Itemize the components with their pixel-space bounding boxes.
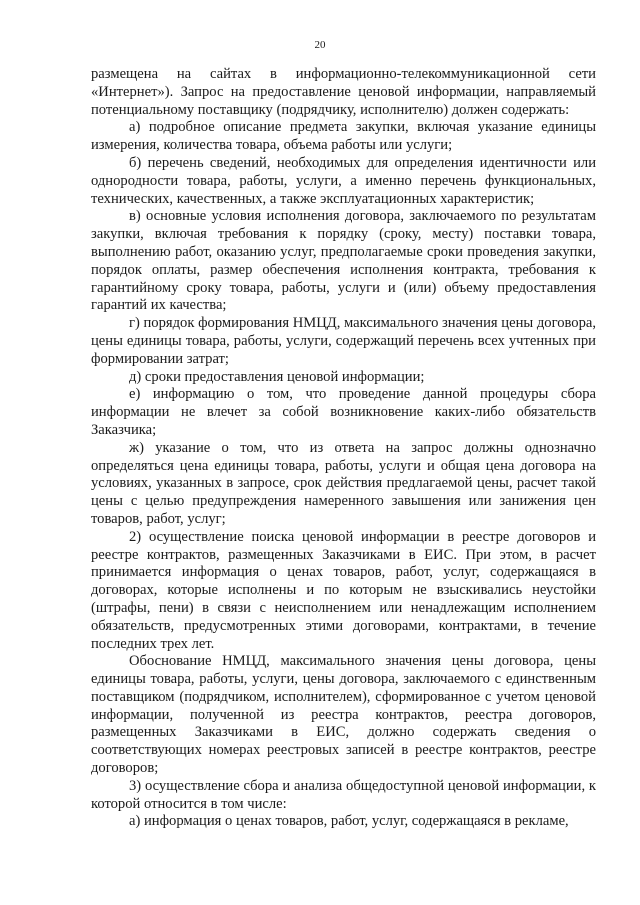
paragraph-item-g: г) порядок формирования НМЦД, максимального значения цены договора, цены единицы товара, работы, услуги, содержащий перечень всех учтенных при формировании затрат; bbox=[91, 315, 596, 367]
paragraph-continuation: размещена на сайтах в информационно-телекоммуникационной сети «Интернет»). Запрос на предоставление ценовой информации, направляемый потенциальному поставщику (подрядчику, исполнителю) должен содержать: bbox=[91, 66, 596, 118]
paragraph-item-2: 2) осуществление поиска ценовой информации в реестре договоров и реестре контрактов, размещенных Заказчиками в ЕИС. При этом, в расчет принимается информация о ценах товаров, работ, услуг, содержащаяся в договорах, которые исполнены и по которым не взыскивались неустойки (штрафы, пени) в связи с неисполнением или ненадлежащим исполнением обязательств, предусмотренных этими договорами, контрактами, в течение последних трех лет. bbox=[91, 528, 596, 652]
paragraph-item-e: е) информацию о том, что проведение данной процедуры сбора информации не влечет за собой возникновение каких-либо обязательств Заказчика; bbox=[91, 386, 596, 438]
paragraph-item-3: 3) осуществление сбора и анализа общедоступной ценовой информации, к которой относится в том числе: bbox=[91, 777, 596, 812]
paragraph-item-d: д) сроки предоставления ценовой информации; bbox=[129, 368, 425, 385]
paragraph-item-zh: ж) указание о том, что из ответа на запрос должны однозначно определяться цена единицы товара, работы, услуги и общая цена договора на условиях, указанных в запросе, срок действия предлагаемой цены, расчет такой цены с целью предупреждения намеренного завышения или занижения цен товаров, работ, услуг; bbox=[91, 439, 596, 527]
document-body bbox=[91, 66, 596, 831]
paragraph-item-b: б) перечень сведений, необходимых для определения идентичности или однородности товара, работы, услуги, а именно перечень функциональных, технических, качественных, а также эксплуатационных характеристик; bbox=[91, 154, 596, 207]
paragraph-justification: Обоснование НМЦД, максимального значения цены договора, цены единицы товара, работы, услуги, цены договора, заключаемого с единственным поставщиком (подрядчиком, исполнителем), сформированное с учетом ценовой информации, полученной из реестра контрактов, реестра договоров, размещенных Заказчиками в ЕИС, должно содержать сведения о соответствующих номерах реестровых записей в реестре контрактов, реестре договоров; bbox=[91, 653, 596, 777]
paragraph-item-a: а) подробное описание предмета закупки, включая указание единицы измерения, количества товара, объема работы или услуги; bbox=[91, 119, 596, 154]
paragraph-item-v: в) основные условия исполнения договора, заключаемого по результатам закупки, включая требования к порядку (сроку, месту) поставки товара, выполнению работ, оказанию услуг, предполагаемые сроки проведения закупки, порядок оплаты, размер обеспечения исполнения контракта, требования к гарантийному сроку товара, работы, услуги и (или) объему предоставления гарантий их качества; bbox=[91, 208, 596, 314]
page-number: 20 bbox=[314, 39, 326, 51]
paragraph-item-3a: а) информация о ценах товаров, работ, услуг, содержащаяся в рекламе, bbox=[129, 813, 569, 830]
